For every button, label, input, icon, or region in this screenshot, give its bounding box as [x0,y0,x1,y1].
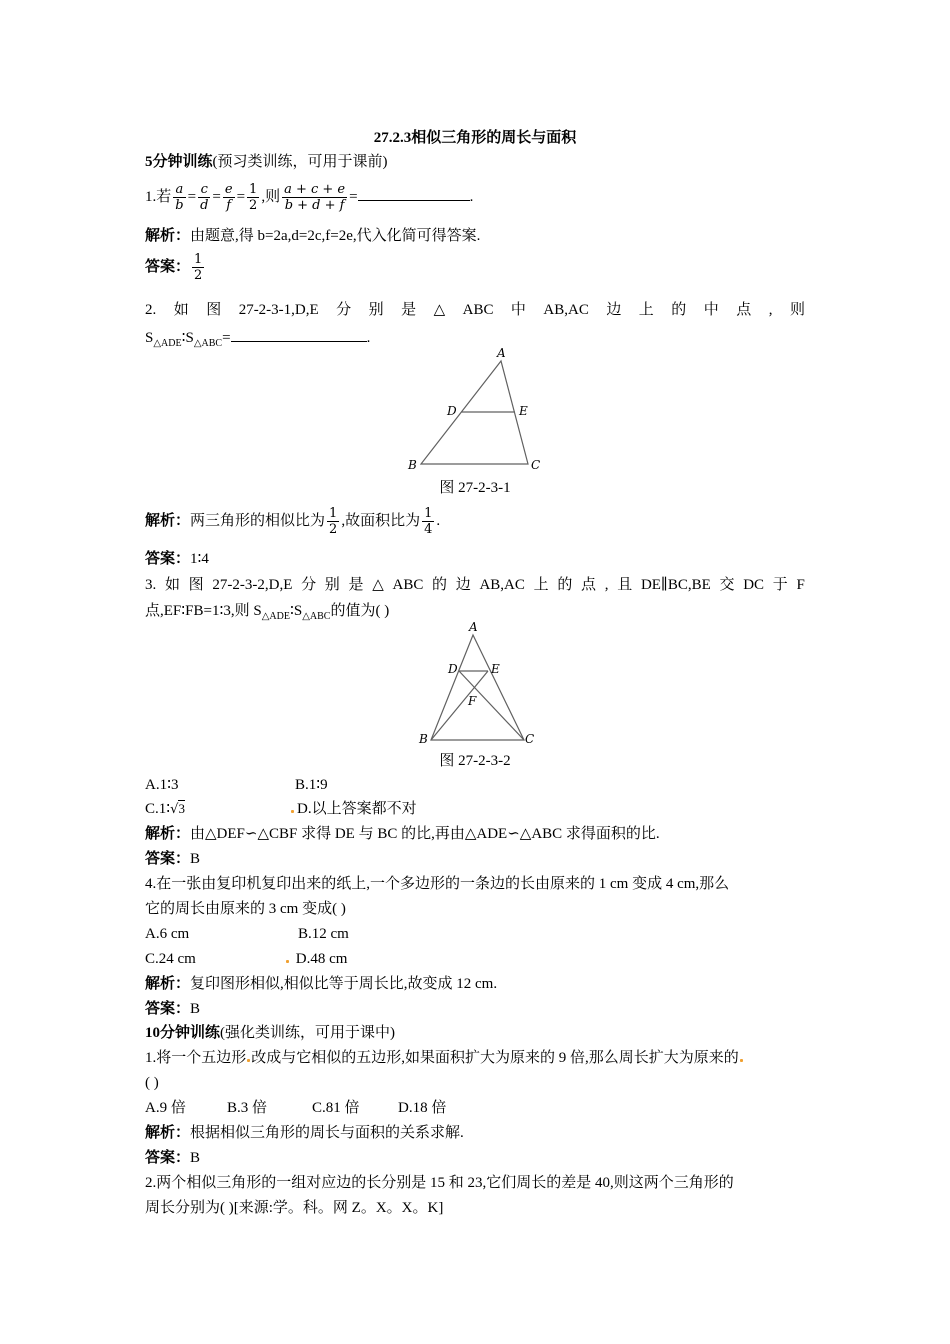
option-d: D.以上答案都不对 [288,799,417,819]
label-d: D [448,662,458,676]
figure-27-2-3-1 [405,343,555,475]
q3-options-cd: C.1∶√3 D.以上答案都不对 [145,801,417,817]
label-a: A [469,620,478,634]
p1-analysis: 解析：根据相似三角形的周长与面积的关系求解. [145,1125,464,1141]
figure-caption: 图 27-2-3-1 [439,480,511,496]
q2-line-1: 2. 如 图 27-2-3-1,D,E 分 别 是 △ ABC 中 AB,AC 边 上 的 中 点 , 则 [145,302,805,318]
q2-answer: 答案：1∶4 [145,551,209,567]
section-note: (强化类训练，可用于课中) [220,1025,396,1041]
q3-options-ab [145,775,328,795]
fraction-e-f: $\frac{e}{f}$ [224,182,233,214]
q4-options-ab [145,924,349,944]
p2-line-2: 周长分别为( )[来源:学。科。网 Z。X。X。K] [145,1200,444,1216]
q3-analysis: 解析：由△DEF∽△CBF 求得 DE 与 BC 的比,再由△ADE∽△ABC 求得面积的比. [145,826,660,842]
question-1: 1.若 $\frac{a}{b}$ = $\frac{c}{d}$ = $\frac{e}{f}$ = $\frac{1}{2}$ ,则 $\frac{a + c + e}{b + d + f}$ = . [145,182,474,214]
option-c: C.24 cm [145,951,196,967]
option-b: B.12 cm [298,926,349,942]
page-title: 27.2.3相似三角形的周长与面积 [373,130,577,146]
option-b: B.1∶9 [295,777,328,793]
option-a: A.1∶3 [145,777,179,793]
figure-caption: 图 27-2-3-2 [439,753,511,769]
option-d: D.48 cm [283,949,347,969]
sqrt-icon: √ [170,802,179,817]
fraction-answer: $\frac{1}{2}$ [194,252,203,284]
fraction-half: $\frac{1}{2}$ [329,506,338,538]
option-d: D.18 倍 [398,1100,447,1116]
q4-analysis: 解析：复印图形相似,相似比等于周长比,故变成 12 cm. [145,976,498,992]
q1-prefix: 1.若 [145,189,172,205]
label-b: B [419,732,428,746]
q2-analysis: 解析：两三角形的相似比为 $\frac{1}{2}$ ,故面积比为 $\frac{1}{4}$ . [145,506,441,538]
option-b: B.3 倍 [227,1100,268,1116]
q4-options-cd [145,949,348,969]
section-label: 5分钟训练 [145,154,213,170]
label-e: E [491,662,500,676]
q3-line-1: 3. 如 图 27-2-3-2,D,E 分 别 是 △ ABC 的 边 AB,AC 上 的 点 , 且 DE∥BC,BE 交 DC 于 F [145,577,805,593]
option-c: C.1∶ [145,801,171,817]
option-c: C.81 倍 [312,1100,360,1116]
p2-line-1: 2.两个相似三角形的一组对应边的长分别是 15 和 23,它们周长的差是 40,则这两个三角形的 [145,1175,734,1191]
fraction-sum: $\frac{a + c + e}{b + d + f}$ [284,182,346,214]
q1-answer: 答案： $\frac{1}{2}$ [145,252,203,284]
answer-blank [358,186,470,201]
option-a: A.9 倍 [145,1100,186,1116]
section-heading [145,1023,395,1043]
fraction-one-half: $\frac{1}{2}$ [249,182,258,214]
q1-analysis: 解析：由题意,得 b=2a,d=2c,f=2e,代入化简可得答案. [145,228,481,244]
figure-27-2-3-2 [415,619,540,749]
label-a: A [497,346,506,360]
option-a: A.6 cm [145,926,190,942]
p1-options [145,1098,447,1118]
triangle-abc [431,635,524,740]
label-e: E [519,404,528,418]
q3-line-2: 点,EF∶FB=1∶3,则 $S_{\triangle ADE}∶S_{\triangle ABC}$的值为( ) [145,603,390,622]
label-b: B [408,458,417,472]
q2-line-2: $S_{\triangle ADE}∶S_{\triangle ABC}=$ . [145,327,370,354]
label-d: D [447,404,457,418]
section-label: 10分钟训练 [145,1025,221,1041]
fraction-a-b: $\frac{a}{b}$ [175,182,184,214]
answer-blank [231,327,367,342]
segment-be [431,671,488,740]
q3-answer: 答案：B [145,851,201,867]
fraction-quarter: $\frac{1}{4}$ [424,506,433,538]
q4-answer: 答案：B [145,1001,201,1017]
p1-line-2: ( ) [145,1075,159,1091]
q4-line-1: 4.在一张由复印机复印出来的纸上,一个多边形的一条边的长由原来的 1 cm 变成 4 cm,那么 [145,876,730,892]
fraction-c-d: $\frac{c}{d}$ [200,182,209,214]
label-c: C [531,458,541,472]
label-f: F [468,694,477,708]
p1-answer: 答案：B [145,1150,201,1166]
q4-line-2: 它的周长由原来的 3 cm 变成( ) [145,901,346,917]
section-heading [145,152,388,172]
label-c: C [525,732,535,746]
p1-line-1: 1.将一个五边形 改成与它相似的五边形,如果面积扩大为原来的 9 倍,那么周长扩大为原来的 [145,1048,744,1068]
section-note: (预习类训练，可用于课前) [212,154,388,170]
